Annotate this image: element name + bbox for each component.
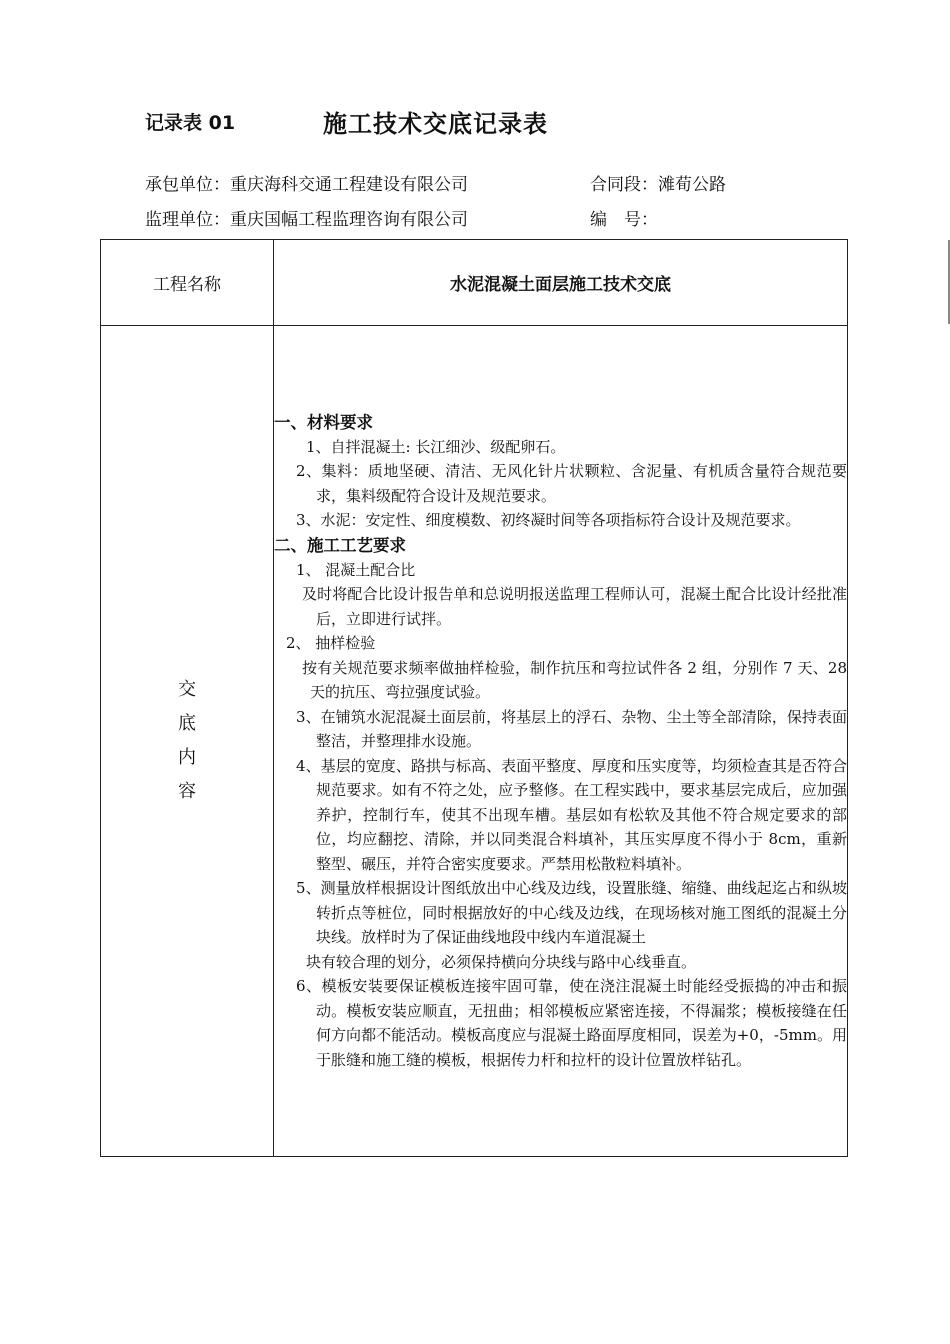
contract-line <box>590 170 726 195</box>
contract-value: 滩荀公路 <box>658 175 726 195</box>
paragraph: 按有关规范要求频率做抽样检验，制作抗压和弯拉试件各 2 组，分别作 7 天、28 天的抗压、弯拉强度试验。 <box>302 658 847 702</box>
subsection-title: 2、 抽样检验 <box>286 634 376 653</box>
content-label <box>177 673 197 809</box>
form-number: 记录表 01 <box>145 112 236 134</box>
project-row <box>101 240 848 326</box>
content-label-char: 内 <box>178 747 196 768</box>
paragraph: 2、集料：质地坚硬、清洁、无风化针片状颗粒、含泥量、有机质含量符合规范要求，集料级配符合设计及规范要求。 <box>296 462 847 505</box>
supervisor-label: 监理单位： <box>145 210 230 230</box>
paragraph: 6、模板安装要保证模板连接牢固可靠，使在浇注混凝土时能经受振捣的冲击和振动。模板安装应顺直，无扭曲；相邻模板应紧密连接，不得漏浆；模板接缝在任何方向都不能活动。模板高度应与混凝土路面厚度相同，误差为+0，-5mm。用于胀缝和施工缝的模板，根据传力杆和拉杆的设计位置放样钻孔。 <box>296 977 847 1069</box>
document-title: 施工技术交底记录表 <box>323 110 548 138</box>
paragraph: 4、基层的宽度、路拱与标高、表面平整度、厚度和压实度等，均须检查其是否符合规范要求。如有不符之处，应予整修。在工程实践中，要求基层完成后，应加强养护，控制行车，使其不出现车槽。基层如有松软及其他不符合规定要求的部位，均应翻挖、清除，并以同类混合料填补，其压实厚度不得小于 8cm，重新整型、碾压，并符合密实度要求。严禁用松散粒料填补。 <box>296 756 847 873</box>
serial-label: 编 号： <box>590 210 658 230</box>
content-row <box>101 326 848 1157</box>
paragraph: 3、水泥：安定性、细度模数、初终凝时间等各项指标符合设计及规范要求。 <box>296 511 801 530</box>
project-name-label: 工程名称 <box>101 240 274 326</box>
subsection-title: 1、 混凝土配合比 <box>296 560 416 579</box>
paragraph: 5、测量放样根据设计图纸放出中心线及边线，设置胀缝、缩缝、曲线起迄占和纵坡转折点等桩位，同时根据放好的中心线及边线，在现场核对施工图纸的混凝土分块线。放样时为了保证曲线地段中线内车道混凝土 <box>296 879 847 947</box>
content-label-char: 底 <box>178 713 196 734</box>
contract-label: 合同段： <box>590 175 658 195</box>
section-title: 一、材料要求 <box>274 412 373 432</box>
contractor-label: 承包单位： <box>145 175 230 195</box>
title-row <box>145 104 845 138</box>
paragraph: 及时将配合比设计报告单和总说明报送监理工程师认可，混凝土配合比设计经批准后，立即进行试拌。 <box>302 585 847 628</box>
content-cell <box>274 326 848 1157</box>
supervisor-value: 重庆国幅工程监理咨询有限公司 <box>230 210 468 230</box>
section-title: 二、施工工艺要求 <box>274 535 406 555</box>
contractor-line <box>145 170 468 195</box>
supervisor-line <box>145 205 468 230</box>
content-label-char: 交 <box>178 679 196 700</box>
paragraph: 1、自拌混凝土: 长江细沙、级配卵石。 <box>306 437 566 456</box>
paragraph: 3、在铺筑水泥混凝土面层前，将基层上的浮石、杂物、尘土等全部清除，保持表面整洁，并整理排水设施。 <box>296 707 847 751</box>
contractor-value: 重庆海科交通工程建设有限公司 <box>230 175 468 195</box>
serial-line <box>590 205 658 230</box>
content-label-cell <box>101 326 274 1157</box>
paragraph: 块有较合理的划分，必须保持横向分块线与路中心线垂直。 <box>306 952 697 971</box>
content-label-char: 容 <box>178 781 196 802</box>
record-table <box>100 239 848 1157</box>
project-name: 水泥混凝土面层施工技术交底 <box>274 240 848 326</box>
